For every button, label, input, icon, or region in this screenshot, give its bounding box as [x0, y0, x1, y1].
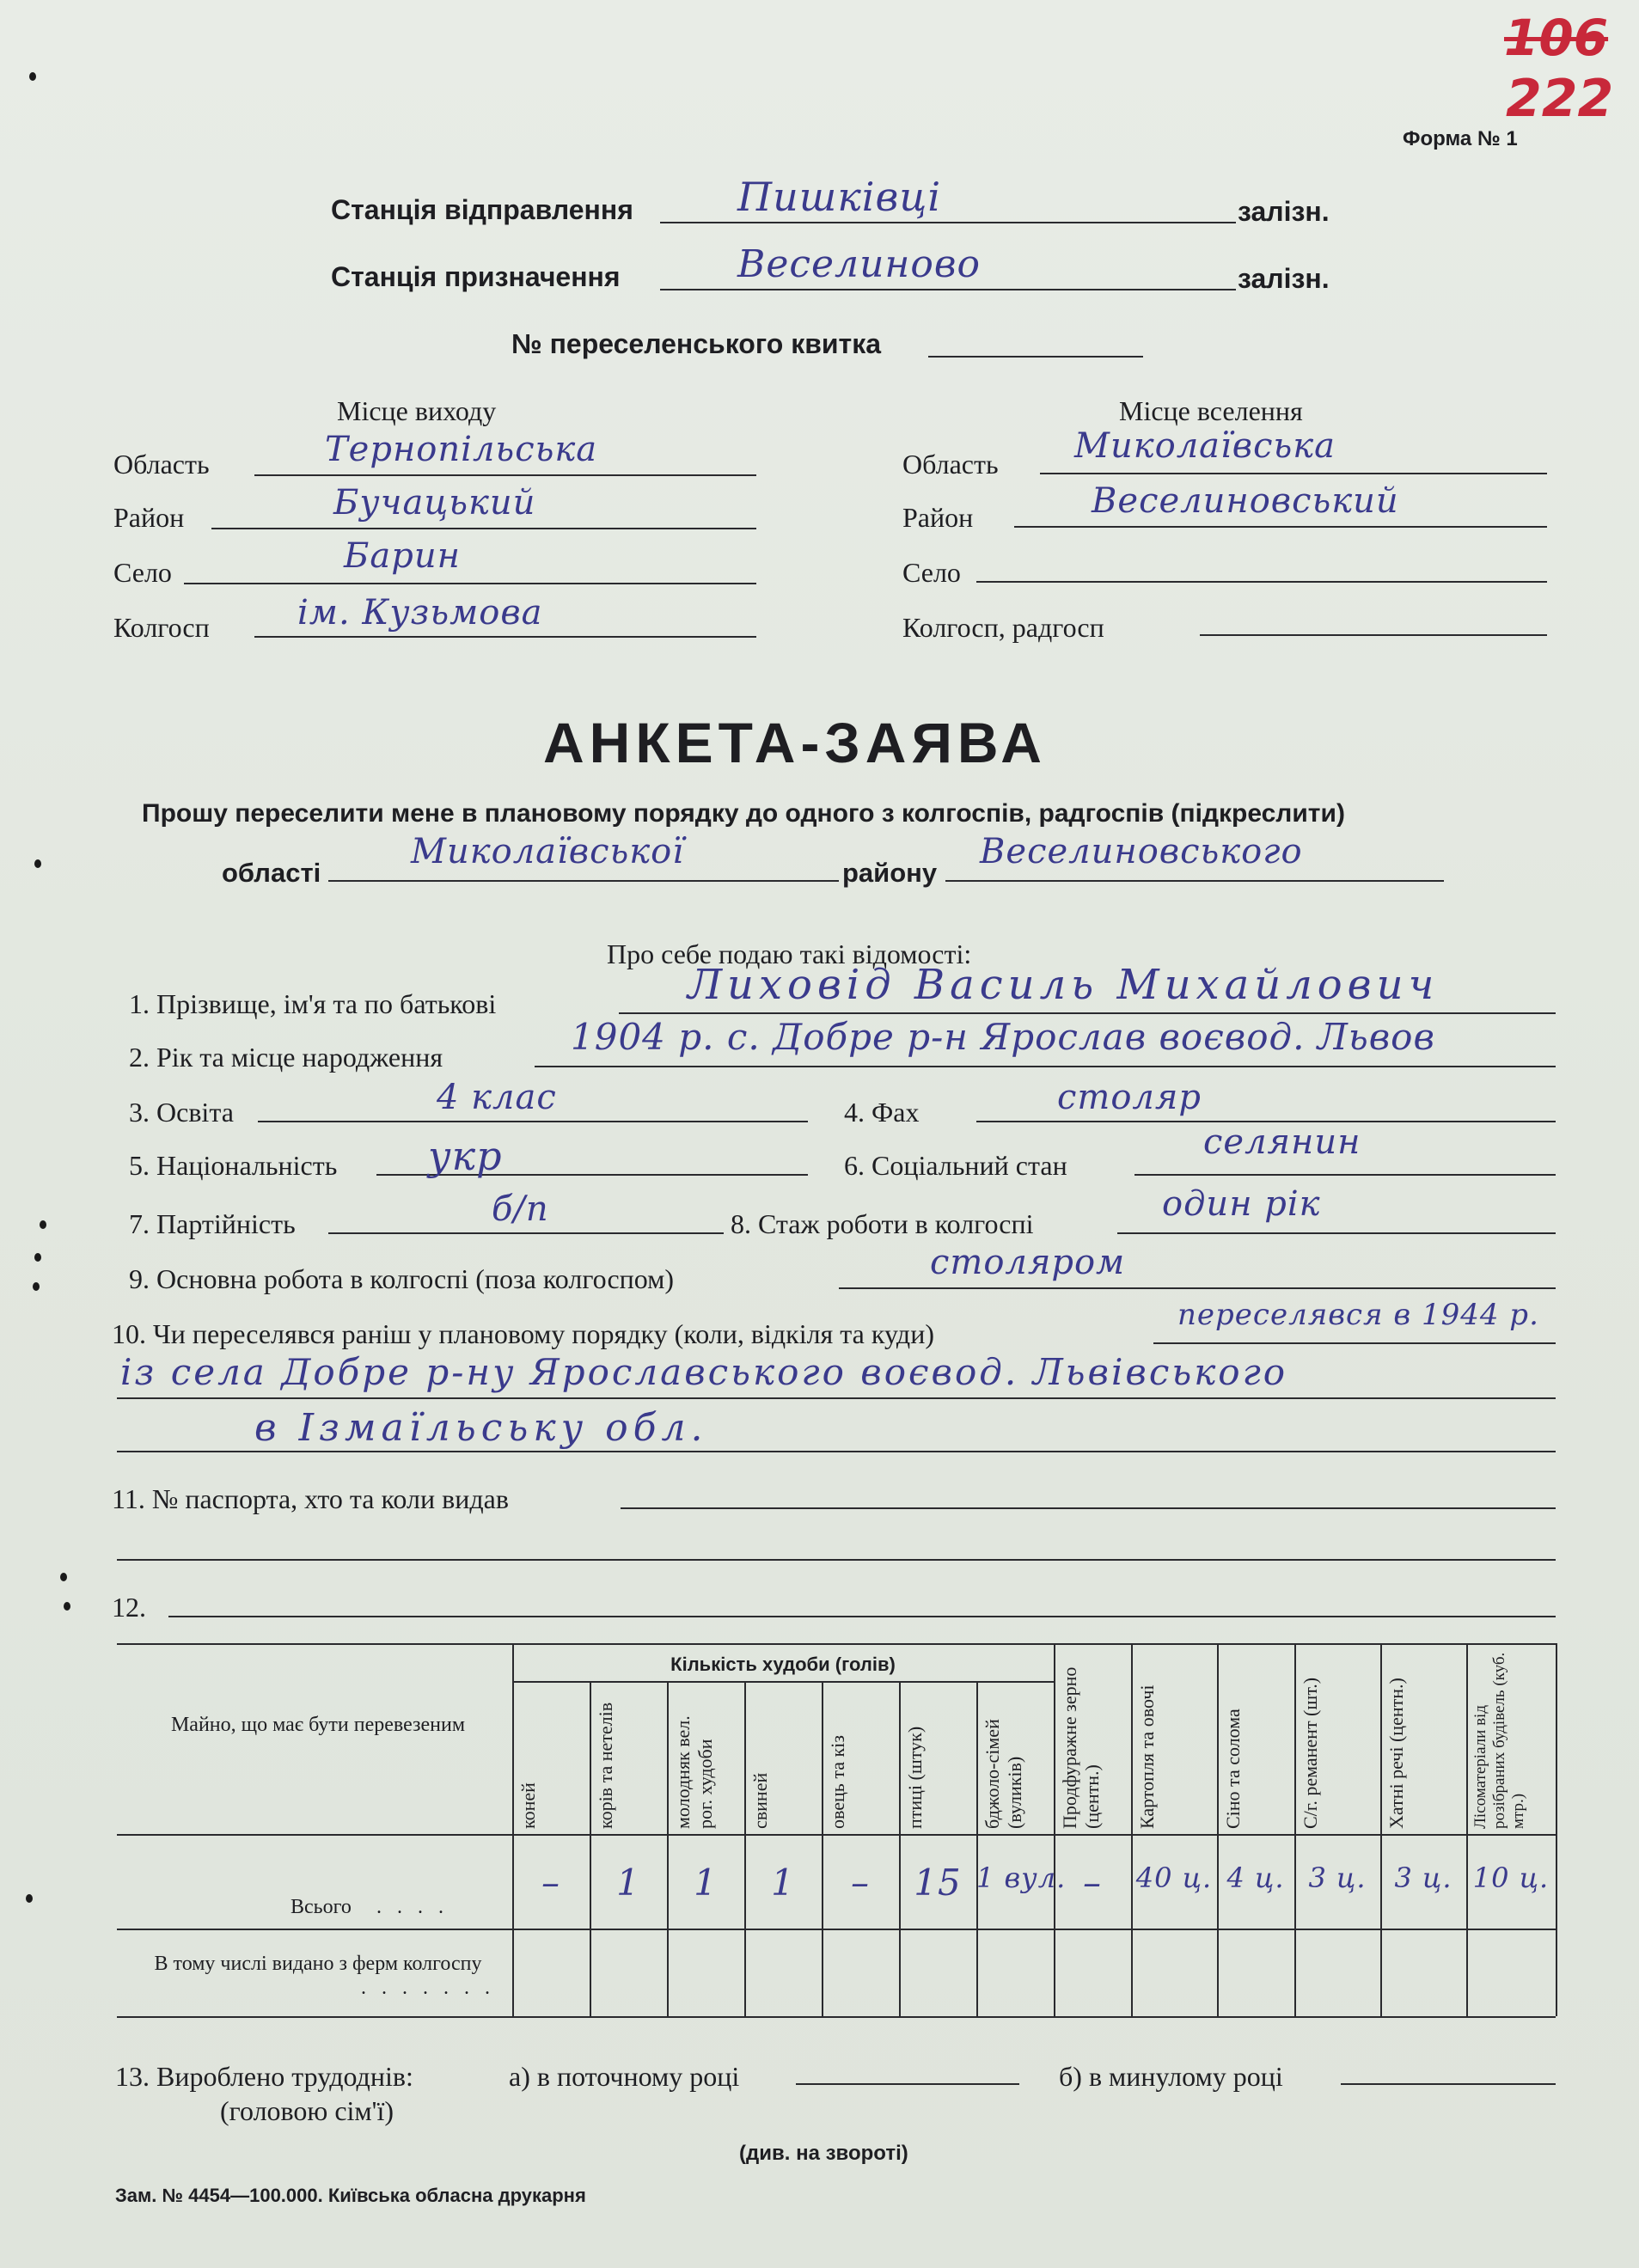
settle-raion-label: Район: [902, 502, 974, 533]
ticket-label: № переселенського квитка: [511, 328, 882, 359]
table-total-value: 4 ц.: [1226, 1861, 1285, 1894]
table-header-bottom: [117, 1834, 1556, 1836]
exit-selo-line: [184, 583, 756, 584]
table-total-bottom: [117, 1929, 1556, 1930]
q12-label: 12.: [112, 1592, 146, 1623]
departure-label: Станція відправлення: [331, 194, 633, 225]
table-right-border: [1556, 1643, 1557, 2016]
table-column-divider: [1294, 1643, 1296, 2016]
settle-raion-value: Веселиновський: [1092, 481, 1399, 521]
table-total-value: 3 ц.: [1394, 1861, 1452, 1894]
exit-oblast-label: Область: [113, 449, 210, 480]
q13-label: 13. Вироблено трудоднів:: [115, 2061, 413, 2092]
destination-line: [660, 289, 1236, 290]
q13-previous-label: б) в минулому році: [1059, 2061, 1283, 2092]
table-column-header: овець та кіз: [827, 1735, 848, 1829]
q11-line-1: [621, 1507, 1556, 1509]
q5-label: 5. Національність: [129, 1150, 338, 1181]
exit-kolhosp-label: Колгосп: [113, 612, 210, 643]
q4-value: столяр: [1057, 1078, 1202, 1117]
table-total-value: 1: [616, 1861, 640, 1904]
table-total-label: Всього: [290, 1896, 352, 1918]
q6-label: 6. Соціальний стан: [844, 1150, 1067, 1181]
q7-value: б/п: [492, 1189, 549, 1229]
q9-label: 9. Основна робота в колгоспі (поза колгоспом): [129, 1263, 675, 1294]
q7-line: [328, 1232, 724, 1234]
table-column-divider: [1131, 1643, 1133, 2016]
q10-line-3: [117, 1451, 1556, 1452]
exit-raion-value: Бучацький: [333, 483, 536, 523]
punch-mark: [34, 859, 41, 868]
q3-value: 4 клас: [437, 1078, 557, 1117]
table-column-divider: [1054, 1643, 1055, 2016]
table-column-header: бджоло-сімей (вуликів): [982, 1719, 1025, 1829]
punch-mark: [64, 1602, 70, 1611]
q3-label: 3. Освіта: [129, 1097, 234, 1128]
punch-mark: [34, 1253, 41, 1262]
table-property-label: Майно, що має бути перевезеним: [170, 1714, 466, 1736]
destination-suffix: залізн.: [1238, 263, 1330, 294]
q1-label: 1. Прізвище, ім'я та по батькові: [129, 988, 497, 1019]
settle-oblast-label: Область: [902, 449, 999, 480]
q11-line-2: [117, 1559, 1556, 1561]
q9-line: [839, 1287, 1556, 1289]
table-column-header: Сіно та солома: [1222, 1709, 1244, 1829]
settle-kolhosp-line: [1200, 634, 1547, 636]
table-total-value: 1: [771, 1861, 795, 1904]
punch-mark: [40, 1220, 46, 1229]
request-text: Прошу переселити мене в плановому порядку до одного з колгоспів, радгоспів (підкреслити): [142, 799, 1345, 828]
table-column-header: Лісоматеріали від розібраних будівель (куб. мтр.): [1471, 1652, 1527, 1829]
table-bottom-border: [117, 2016, 1556, 2018]
settle-kolhosp-label: Колгосп, радгосп: [902, 612, 1104, 643]
exit-raion-label: Район: [113, 502, 185, 533]
table-group-divider: [512, 1681, 1054, 1683]
q4-label: 4. Фах: [844, 1097, 920, 1128]
q8-line: [1117, 1232, 1556, 1234]
archive-old-number: 106: [1504, 9, 1609, 67]
q13-current-line: [796, 2083, 1019, 2085]
table-farm-label: В тому числі видано з ферм колгоспу: [154, 1953, 482, 1975]
q2-value: 1904 р. с. Добре р-н Ярослав воєвод. Львов: [571, 1016, 1435, 1058]
q10-line-2: [117, 1397, 1556, 1399]
punch-mark: [29, 72, 36, 81]
q10-line-1: [1153, 1342, 1556, 1344]
q6-value: селянин: [1203, 1122, 1361, 1162]
punch-mark: [33, 1282, 40, 1291]
settle-oblast-value: Миколаївська: [1074, 426, 1336, 466]
table-column-divider: [899, 1681, 901, 2016]
table-top-border: [117, 1643, 1556, 1645]
exit-oblast-line: [254, 474, 756, 476]
table-column-header: птиці (штук): [904, 1726, 926, 1829]
archive-new-number: 222: [1506, 69, 1614, 129]
departure-suffix: залізн.: [1238, 196, 1330, 227]
table-total-value: 40 ц.: [1135, 1861, 1213, 1894]
departure-value: Пишківці: [737, 174, 942, 220]
exit-selo-label: Село: [113, 557, 172, 588]
table-total-value: 3 ц.: [1308, 1861, 1367, 1894]
exit-oblast-value: Тернопільська: [325, 430, 598, 469]
table-column-header: Хатні речі (центн.): [1385, 1678, 1407, 1829]
table-column-header: свиней: [749, 1772, 771, 1829]
table-total-dots: . . . .: [376, 1896, 449, 1918]
table-column-header: молодняк вел. рог. худоби: [672, 1715, 716, 1829]
exit-selo-value: Барин: [344, 536, 461, 576]
printer-note: Зам. № 4454—100.000. Київська обласна друкарня: [115, 2185, 586, 2206]
exit-place-title: Місце виходу: [337, 395, 497, 426]
table-total-value: –: [1083, 1861, 1102, 1904]
q13-current-label: а) в поточному році: [509, 2061, 740, 2092]
exit-raion-line: [211, 528, 756, 529]
q10-value-3: в Ізмаїльську обл.: [254, 1406, 708, 1450]
table-total-value: –: [851, 1861, 870, 1904]
table-column-divider: [590, 1681, 591, 2016]
table-column-divider: [976, 1681, 978, 2016]
punch-mark: [26, 1894, 33, 1903]
destination-label: Станція призначення: [331, 261, 621, 292]
see-back-note: (див. на звороті): [739, 2142, 908, 2165]
table-column-header: С/г. реманент (шт.): [1300, 1677, 1321, 1829]
q13-sub: (головою сім'ї): [220, 2095, 394, 2126]
table-total-value: 1 вул.: [976, 1861, 1067, 1894]
form-number: Форма № 1: [1403, 127, 1518, 150]
punch-mark: [60, 1573, 67, 1581]
form-title: АНКЕТА-ЗАЯВА: [543, 711, 1047, 774]
q2-line: [535, 1066, 1556, 1067]
q7-label: 7. Партійність: [129, 1208, 296, 1239]
table-total-value: 1: [694, 1861, 718, 1904]
table-column-header: корів та нетелів: [595, 1702, 616, 1829]
q5-value: укр: [428, 1133, 503, 1179]
q8-label: 8. Стаж роботи в колгоспі: [731, 1208, 1034, 1239]
ticket-line: [928, 356, 1143, 358]
exit-kolhosp-value: ім. Кузьмова: [297, 593, 543, 633]
table-column-divider: [1217, 1643, 1219, 2016]
q10-value-2: із села Добре р-ну Ярославського воєвод. Львівського: [120, 1351, 1288, 1393]
table-column-divider: [744, 1681, 746, 2016]
settle-place-title: Місце вселення: [1119, 395, 1303, 426]
q9-value: столяром: [930, 1243, 1126, 1282]
table-column-header: Продфуражне зерно (центн.): [1059, 1666, 1103, 1829]
table-cattle-group: Кількість худоби (голів): [670, 1654, 896, 1675]
q1-line: [619, 1012, 1556, 1014]
settle-selo-line: [976, 581, 1547, 583]
table-column-divider: [667, 1681, 669, 2016]
q6-line: [1134, 1174, 1556, 1176]
q12-line: [168, 1616, 1556, 1617]
request-oblast-label: області: [222, 858, 321, 888]
q1-value: Лиховід Василь Михайлович: [688, 961, 1440, 1009]
q10-value-1: переселявся в 1944 р.: [1177, 1298, 1539, 1332]
destination-value: Веселиново: [737, 242, 981, 286]
table-total-value: 15: [914, 1861, 962, 1904]
settle-raion-line: [1014, 526, 1547, 528]
q13-previous-line: [1341, 2083, 1556, 2085]
table-column-header: Картопля та овочі: [1136, 1684, 1158, 1829]
q11-label: 11. № паспорта, хто та коли видав: [112, 1483, 509, 1514]
request-oblast-value: Миколаївської: [411, 832, 685, 871]
q8-value: один рік: [1162, 1184, 1321, 1224]
departure-line: [660, 222, 1236, 223]
request-raion-label: району: [842, 858, 938, 888]
table-column-divider: [1380, 1643, 1382, 2016]
settle-selo-label: Село: [902, 557, 961, 588]
settle-oblast-line: [1040, 473, 1547, 474]
request-raion-value: Веселиновського: [980, 832, 1303, 871]
table-total-value: –: [541, 1861, 560, 1904]
request-raion-line: [945, 880, 1444, 882]
q2-label: 2. Рік та місце народження: [129, 1042, 443, 1073]
table-total-value: 10 ц.: [1472, 1861, 1550, 1894]
table-first-col-divider: [512, 1643, 514, 2016]
q10-label: 10. Чи переселявся раніш у плановому порядку (коли, відкіля та куди): [112, 1318, 934, 1349]
intro-text: Про себе подаю такі відомості:: [607, 938, 972, 969]
table-column-header: коней: [517, 1782, 539, 1829]
q3-line: [258, 1121, 808, 1122]
exit-kolhosp-line: [254, 636, 756, 638]
table-column-divider: [1466, 1643, 1468, 2016]
table-farm-dots: . . . . . . .: [361, 1977, 495, 1999]
request-oblast-line: [328, 880, 839, 882]
table-column-divider: [822, 1681, 823, 2016]
